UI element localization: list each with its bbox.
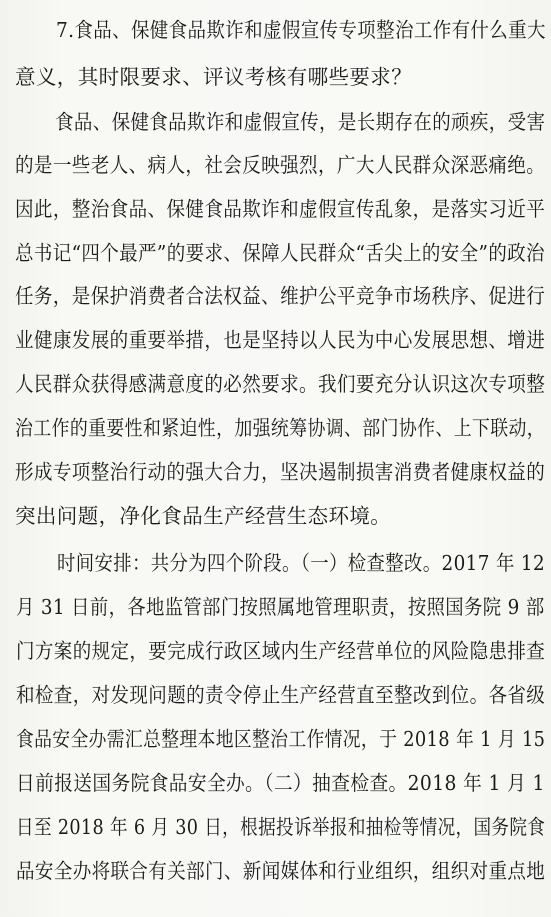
text-line-content: 月 31 日前，各地监管部门按照属地管理职责，按照国务院 9 部 bbox=[16, 595, 545, 619]
text-line-content: 时间安排：共分为四个阶段。（一）检查整改。2017 年 12 bbox=[57, 551, 546, 575]
text-line bbox=[15, 234, 545, 272]
text-line bbox=[15, 409, 545, 447]
text-line bbox=[55, 103, 545, 141]
text-line-content: 形成专项整治行动的强大合力，坚决遏制损害消费者健康权益的 bbox=[15, 460, 546, 484]
text-line bbox=[15, 190, 545, 228]
text-line bbox=[16, 852, 545, 890]
text-line bbox=[15, 321, 545, 359]
text-line bbox=[57, 544, 545, 582]
text-line bbox=[15, 453, 545, 491]
text-line-content: 和检查，对发现问题的责令停止生产经营直至整改到位。各省级 bbox=[16, 683, 546, 707]
text-line bbox=[15, 58, 545, 96]
text-line bbox=[15, 146, 545, 184]
text-line-content: 食品、保健食品欺诈和虚假宣传，是长期存在的顽疾，受害 bbox=[55, 110, 546, 134]
text-line-content: 门方案的规定，要完成行政区域内生产经营单位的风险隐患排查 bbox=[16, 639, 546, 663]
text-line bbox=[15, 277, 545, 315]
text-line bbox=[15, 365, 545, 403]
text-line-content: 人民群众获得感满意度的必然要求。我们要充分认识这次专项整 bbox=[15, 372, 546, 396]
text-line-content: 业健康发展的重要举措，也是坚持以人民为中心发展思想、增进 bbox=[15, 328, 546, 352]
text-line-content: 食品安全办需汇总整理本地区整治工作情况，于 2018 年 1 月 15 bbox=[16, 727, 546, 751]
text-line bbox=[16, 676, 545, 714]
text-line-content: 意义，其时限要求、评议考核有哪些要求？ bbox=[15, 65, 413, 89]
text-line-content: 突出问题，净化食品生产经营生态环境。 bbox=[15, 504, 392, 528]
text-line bbox=[16, 588, 545, 626]
text-line-content: 因此，整治食品、保健食品欺诈和虚假宣传乱象，是落实习近平 bbox=[15, 197, 546, 221]
text-line-content: 品安全办将联合有关部门、新闻媒体和行业组织，组织对重点地 bbox=[16, 859, 546, 883]
text-line bbox=[15, 497, 545, 535]
text-line-content: 总书记“四个最严”的要求、保障人民群众“舌尖上的安全”的政治 bbox=[15, 241, 545, 265]
text-line bbox=[56, 11, 546, 49]
text-line-content: 日前报送国务院食品安全办。（二）抽查检查。2018 年 1 月 1 bbox=[16, 771, 545, 795]
text-line-content: 治工作的重要性和紧迫性，加强统筹协调、部门协作、上下联动， bbox=[15, 416, 546, 440]
text-line-content: 日至 2018 年 6 月 30 日，根据投诉举报和抽检等情况，国务院食 bbox=[16, 815, 546, 839]
text-line-content: 任务，是保护消费者合法权益、维护公平竞争市场秩序、促进行 bbox=[15, 284, 546, 308]
text-line bbox=[16, 764, 545, 802]
text-line-content: 7.食品、保健食品欺诈和虚假宣传专项整治工作有什么重大 bbox=[56, 18, 546, 42]
text-line bbox=[16, 720, 545, 758]
text-line-content: 的是一些老人、病人，社会反映强烈，广大人民群众深恶痛绝。 bbox=[15, 153, 546, 177]
text-line bbox=[16, 808, 545, 846]
text-line bbox=[16, 632, 545, 670]
